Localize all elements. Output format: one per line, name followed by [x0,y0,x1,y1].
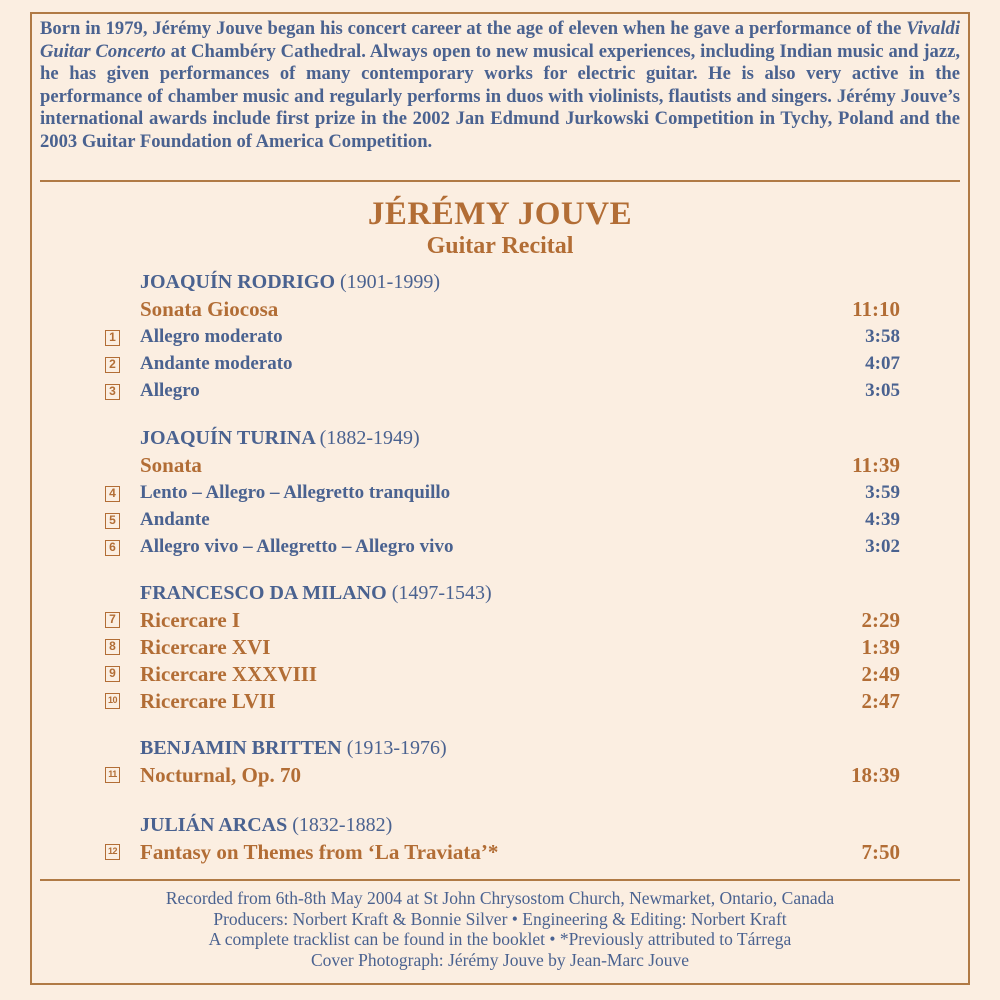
track-time: 7:50 [861,840,900,864]
track-row [100,380,900,406]
work-time: 11:39 [852,453,900,477]
track-time: 18:39 [851,763,900,787]
track-time: 3:58 [865,326,900,347]
track-title: Fantasy on Themes from ‘La Traviata’* [140,840,499,864]
track-time: 4:07 [865,353,900,374]
composer-heading [140,582,492,605]
credit-note: A complete tracklist can be found in the booklet • *Previously attributed to Tárrega [208,929,792,949]
track-row [100,536,900,562]
composer-name: JOAQUÍN RODRIGO [140,271,336,293]
bio-text-end: at Chambéry Cathedral. Always open to new musical experiences, including Indian music and jazz, he has given performances of many contemporary works for electric guitar. He is also very active in the performance of chamber music and regularly performs in duos with violinists, flautists and singers. Jérémy Jouve’s international awards include first prize in the 2002 Jan Edmund Jurkowski Competition in Tychy, Poland and the 2003 Guitar Foundation of America Competition. [40,40,961,152]
credit-recording: Recorded from 6th-8th May 2004 at St John Chrysostom Church, Newmarket, Ontario, Canada [165,888,835,908]
track-number-badge: 3 [105,384,120,400]
track-time: 2:29 [861,608,900,632]
work-row [100,297,900,323]
composer-heading [140,427,420,450]
composer-dates: (1882-1949) [319,427,420,449]
track-title: Ricercare LVII [140,689,276,713]
composer-heading [140,814,392,837]
track-number-badge: 2 [105,357,120,373]
track-number-badge: 4 [105,486,120,502]
composer-name: BENJAMIN BRITTEN [140,737,342,759]
track-time: 3:59 [865,482,900,503]
track-row [100,689,900,715]
track-time: 2:49 [861,662,900,686]
track-title: Allegro [140,380,200,401]
track-title: Ricercare XXXVIII [140,662,318,686]
composer-dates: (1901-1999) [340,271,440,293]
track-title: Andante moderato [140,353,293,374]
bio-text-start: Born in 1979, Jérémy Jouve began his concert career at the age of eleven when he gave a performance of the [40,18,907,39]
composer-dates: (1497-1543) [391,582,492,604]
track-row [100,763,900,789]
track-title: Ricercare XVI [140,635,271,659]
track-time: 3:05 [865,380,900,401]
track-time: 4:39 [865,509,900,530]
divider-top [40,180,960,182]
track-row [100,840,900,866]
track-title: Andante [140,509,210,530]
composer-heading [140,737,447,760]
divider-bottom [40,879,960,881]
track-time: 1:39 [861,635,900,659]
track-row [100,509,900,535]
track-number-badge: 1 [105,330,120,346]
work-title: Sonata Giocosa [140,297,279,321]
artist-name: JÉRÉMY JOUVE [367,196,633,232]
track-row [100,326,900,352]
track-title: Nocturnal, Op. 70 [140,763,302,787]
track-row [100,662,900,688]
album-subtitle: Guitar Recital [426,233,574,259]
track-row [100,353,900,379]
composer-dates: (1913-1976) [346,737,447,759]
bio-italic-title: Vivaldi Guitar Concerto [40,18,960,62]
track-number-badge: 7 [105,612,120,628]
track-row [100,608,900,634]
track-row [100,635,900,661]
composer-heading [140,271,440,294]
track-title: Ricercare I [140,608,241,632]
work-time: 11:10 [852,297,900,321]
credit-photo: Cover Photograph: Jérémy Jouve by Jean-Marc Jouve [310,949,690,970]
track-title: Allegro vivo – Allegretto – Allegro vivo [140,536,454,557]
credit-producers: Producers: Norbert Kraft & Bonnie Silver • Engineering & Editing: Norbert Kraft [213,908,787,929]
track-title: Lento – Allegro – Allegretto tranquillo [140,482,451,503]
credits-block [0,888,1000,970]
track-number-badge: 12 [105,844,120,860]
composer-dates: (1832-1882) [292,814,393,836]
work-title: Sonata [140,453,202,477]
track-row [100,482,900,508]
work-row [100,453,900,479]
track-number-badge: 8 [105,639,120,655]
track-time: 3:02 [865,536,900,557]
track-number-badge: 5 [105,513,120,529]
track-number-badge: 10 [105,693,120,709]
track-title: Allegro moderato [140,326,283,347]
composer-name: JOAQUÍN TURINA [140,427,315,449]
track-number-badge: 9 [105,666,120,682]
biography-paragraph [40,18,960,153]
track-number-badge: 11 [105,767,120,783]
track-time: 2:47 [861,689,900,713]
composer-name: FRANCESCO DA MILANO [140,582,387,604]
track-number-badge: 6 [105,540,120,556]
composer-name: JULIÁN ARCAS [140,814,288,836]
